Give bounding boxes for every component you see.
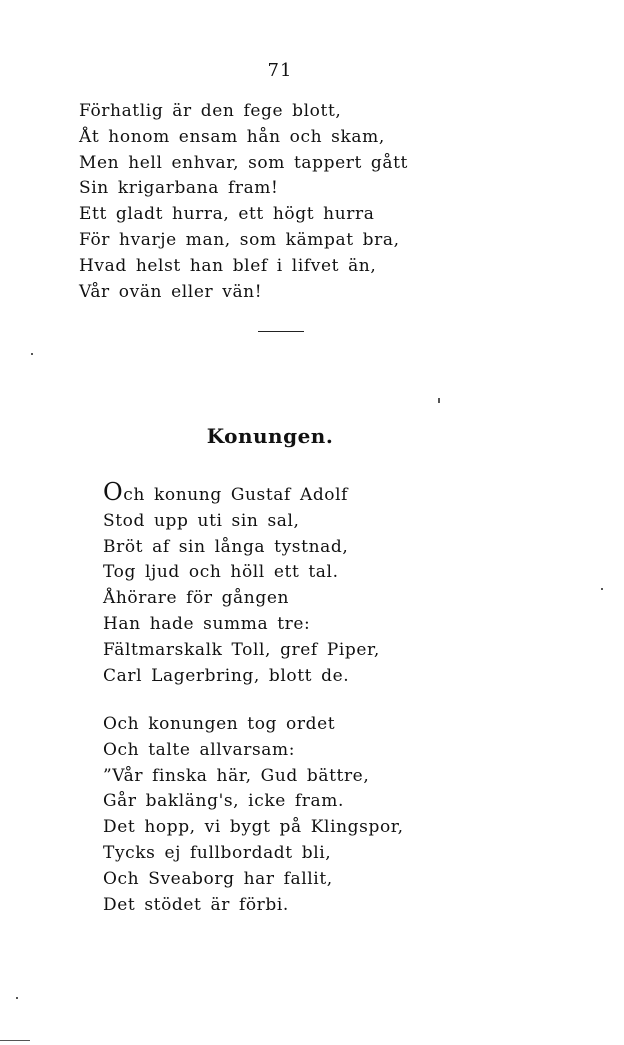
verse-line: Och konungen tog ordet [103, 714, 336, 734]
verse-line-first [103, 480, 380, 509]
verse-line: Och talte allvarsam: [103, 739, 296, 760]
stanza-2 [103, 480, 380, 689]
verse-line: Ett gladt hurra, ett högt hurra [79, 204, 375, 225]
verse-line: Sin krigarbana fram! [79, 178, 279, 199]
verse-line: Stod upp uti sin sal, [103, 510, 300, 531]
drop-cap: O [103, 478, 124, 506]
verse-line: Han hade summa tre: [103, 613, 311, 634]
verse-line: Hvad helst han blef i lifvet än, [79, 255, 377, 276]
verse-line: Carl Lagerbring, blott de. [103, 665, 350, 686]
poem-title: Konungen. [206, 424, 334, 448]
verse-line: Vår ovän eller vän! [79, 281, 263, 302]
stanza-1 [79, 99, 408, 305]
page-number: 71 [267, 60, 293, 81]
verse-line: Går bakläng's, icke fram. [103, 791, 344, 812]
verse-line: För hvarje man, som kämpat bra, [79, 229, 400, 250]
verse-line: Tycks ej fullbordadt bli, [103, 842, 332, 863]
verse-line: Det stödet är förbi. [103, 894, 289, 915]
verse-line: Och Sveaborg har fallit, [103, 868, 333, 889]
verse-line: Förhatlig är den fege blott, [79, 101, 342, 121]
verse-line: Fältmarskalk Toll, gref Piper, [103, 639, 380, 660]
scan-speck [601, 588, 603, 590]
scan-speck [438, 398, 440, 403]
verse-line: Åhörare för gången [103, 588, 290, 609]
section-divider [258, 331, 304, 332]
scan-speck [31, 353, 33, 355]
stanza-3 [103, 712, 404, 918]
verse-line: ”Vår finska här, Gud bättre, [103, 765, 370, 786]
verse-line: Åt honom ensam hån och skam, [79, 126, 385, 147]
verse-line: Tog ljud och höll ett tal. [103, 562, 339, 583]
scan-speck [0, 1040, 30, 1041]
verse-line: Men hell enhvar, som tappert gått [79, 152, 408, 173]
verse-line: Bröt af sin långa tystnad, [103, 536, 349, 557]
verse-line: Det hopp, vi bygt på Klingspor, [103, 817, 404, 838]
first-line-text: ch konung Gustaf Adolf [123, 485, 349, 505]
scan-speck [16, 997, 18, 999]
